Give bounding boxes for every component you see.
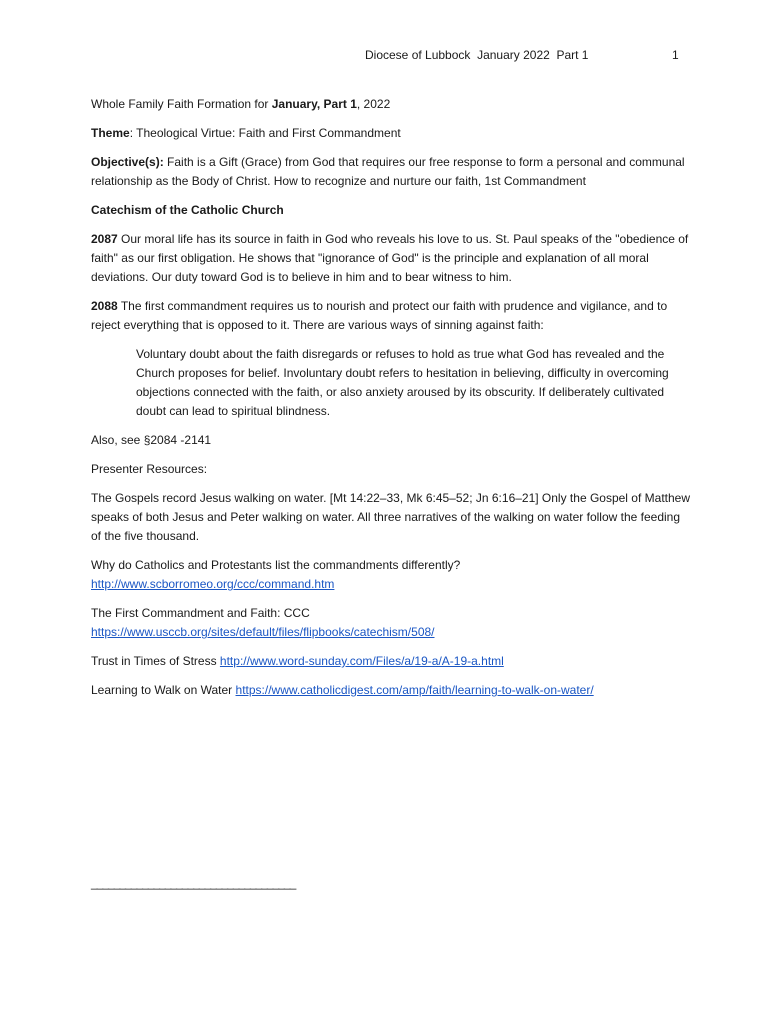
theme-line [91, 124, 691, 143]
catechism-heading [91, 201, 691, 220]
ccc-2088-text: The first commandment requires us to nourish and protect our faith with prudence and vigilance, and to reject everything that is opposed to it. There are various ways of sinning against faith: [91, 299, 668, 332]
first-commandment-resource [91, 604, 691, 642]
intro-bold: January, Part 1 [271, 97, 357, 111]
intro-suffix: , 2022 [356, 97, 391, 111]
ccc-quote-paragraph: Voluntary doubt about the faith disregards or refuses to hold as true what God has revealed and the Church proposes for belief. Involuntary doubt refers to hesitation in believing, difficulty in overcoming objections connected with the faith, or also anxiety aroused by its obscurity. If deliberately cultivated doubt can lead to spiritual blindness. [136, 347, 669, 418]
ccc-2087-paragraph [91, 230, 691, 287]
walk-link[interactable]: https://www.catholicdigest.com/amp/faith/learning-to-walk-on-water/ [235, 683, 594, 697]
trust-label: Trust in Times of Stress [91, 654, 220, 668]
document-body [91, 95, 691, 710]
trust-resource [91, 652, 691, 671]
also-see-line: Also, see §2084 -2141 [91, 433, 212, 447]
ccc-2087-number: 2087 [91, 232, 118, 246]
page-number: 1 [672, 48, 679, 62]
commandments-resource [91, 556, 691, 594]
footnote-rule: ____________________________________ [91, 876, 296, 890]
catechism-heading-text: Catechism of the Catholic Church [91, 203, 284, 217]
objective-paragraph [91, 153, 691, 191]
commandments-question: Why do Catholics and Protestants list the commandments differently? [91, 558, 461, 572]
objective-text: Faith is a Gift (Grace) from God that requires our free response to form a personal and communal relationship as the Body of Christ. How to recognize and nurture our faith, 1st Commandment [91, 155, 685, 188]
commandments-link[interactable]: http://www.scborromeo.org/ccc/command.htm [91, 577, 335, 591]
ccc-2087-text: Our moral life has its source in faith in God who reveals his love to us. St. Paul speaks of the "obedience of faith" as our first obligation. He shows that "ignorance of God" is the principle and explanation of all moral deviations. Our duty toward God is to believe in him and to bear witness to him. [91, 232, 689, 284]
theme-label: Theme [91, 126, 130, 140]
objective-label: Objective(s): [91, 155, 164, 169]
walk-label: Learning to Walk on Water [91, 683, 236, 697]
theme-text: : Theological Virtue: Faith and First Commandment [129, 126, 401, 140]
walk-resource [91, 681, 691, 700]
presenter-resources-heading: Presenter Resources: [91, 462, 208, 476]
page-header-title: Diocese of Lubbock January 2022 Part 1 [365, 48, 589, 62]
intro-line [91, 95, 691, 114]
first-commandment-label: The First Commandment and Faith: CCC [91, 606, 310, 620]
first-commandment-link[interactable]: https://www.usccb.org/sites/default/files/flipbooks/catechism/508/ [91, 625, 435, 639]
gospels-paragraph: The Gospels record Jesus walking on water. [Mt 14:22–33, Mk 6:45–52; Jn 6:16–21] Only the Gospel of Matthew speaks of both Jesus and Peter walking on water. All three narratives of the walking on water follow the feeding of the five thousand. [91, 491, 690, 543]
ccc-2088-paragraph [91, 297, 691, 335]
trust-link[interactable]: http://www.word-sunday.com/Files/a/19-a/A-19-a.html [219, 654, 504, 668]
ccc-2088-number: 2088 [91, 299, 118, 313]
intro-prefix: Whole Family Faith Formation for [91, 97, 272, 111]
